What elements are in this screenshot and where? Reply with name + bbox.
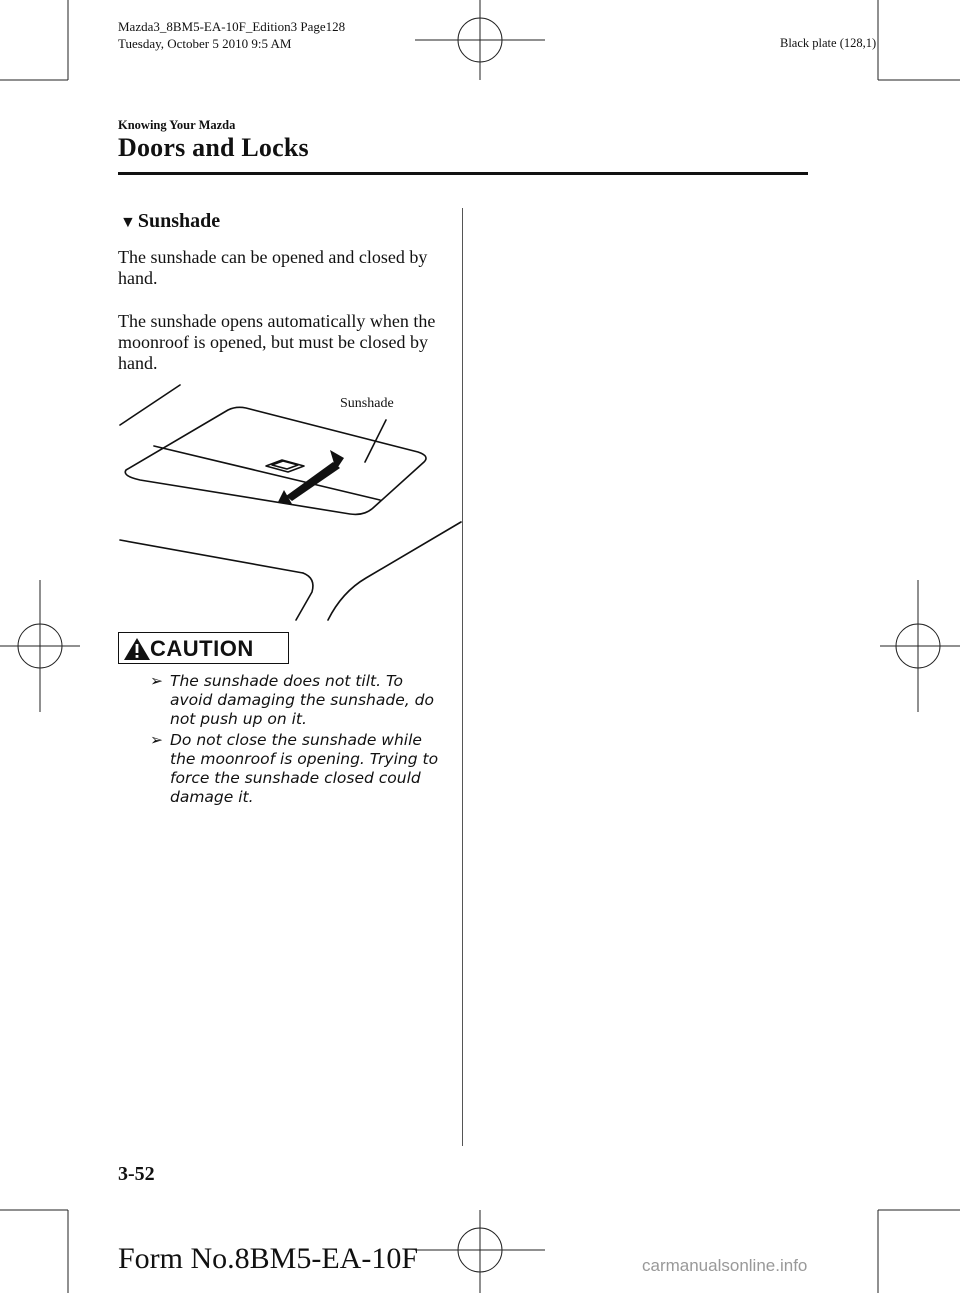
paragraph-1: The sunshade can be opened and closed by hand. (118, 247, 428, 288)
caution-label: CAUTION (150, 636, 254, 661)
caution-item-text: The sunshade does not tilt. To avoid damaging the sunshade, do not push up on it. (170, 672, 434, 728)
registration-target-bottom (415, 1210, 545, 1293)
column-divider (462, 208, 463, 1146)
registration-target-right (880, 580, 960, 712)
bullet-arrow-icon: ➢ (150, 731, 163, 749)
warning-triangle-icon (123, 637, 151, 661)
heading-text: Sunshade (137, 210, 221, 232)
chapter-title: Doors and Locks (118, 133, 309, 162)
caution-item (150, 731, 450, 807)
caution-item-text: Do not close the sunshade while the moonroof is opening. Trying to force the sunshade closed could damage it. (170, 731, 439, 806)
sunshade-illustration (118, 380, 468, 625)
print-info-line1: Mazda3_8BM5-EA-10F_Edition3 Page128 (118, 19, 346, 34)
watermark: carmanualsonline.info (642, 1256, 808, 1275)
header-rule (118, 172, 808, 175)
open-close-arrow-icon (278, 450, 344, 504)
form-number: Form No.8BM5-EA-10F (118, 1242, 419, 1275)
print-info (118, 18, 345, 52)
print-info-line2: Tuesday, October 5 2010 9:5 AM (118, 36, 292, 51)
subsection-heading (120, 210, 220, 233)
bullet-arrow-icon: ➢ (150, 672, 163, 690)
registration-target-top (415, 0, 545, 80)
heading-marker-icon: ▼ (120, 214, 136, 231)
caution-list (150, 672, 450, 809)
paragraph-2: The sunshade opens automatically when the moonroof is opened, but must be closed by hand. (118, 311, 436, 373)
caution-item (150, 672, 450, 729)
plate-label: Black plate (128,1) (780, 36, 877, 50)
registration-target-left (0, 580, 80, 712)
section-title: Knowing Your Mazda (118, 118, 236, 132)
figure-label: Sunshade (340, 396, 394, 411)
page-number: 3-52 (118, 1163, 155, 1185)
